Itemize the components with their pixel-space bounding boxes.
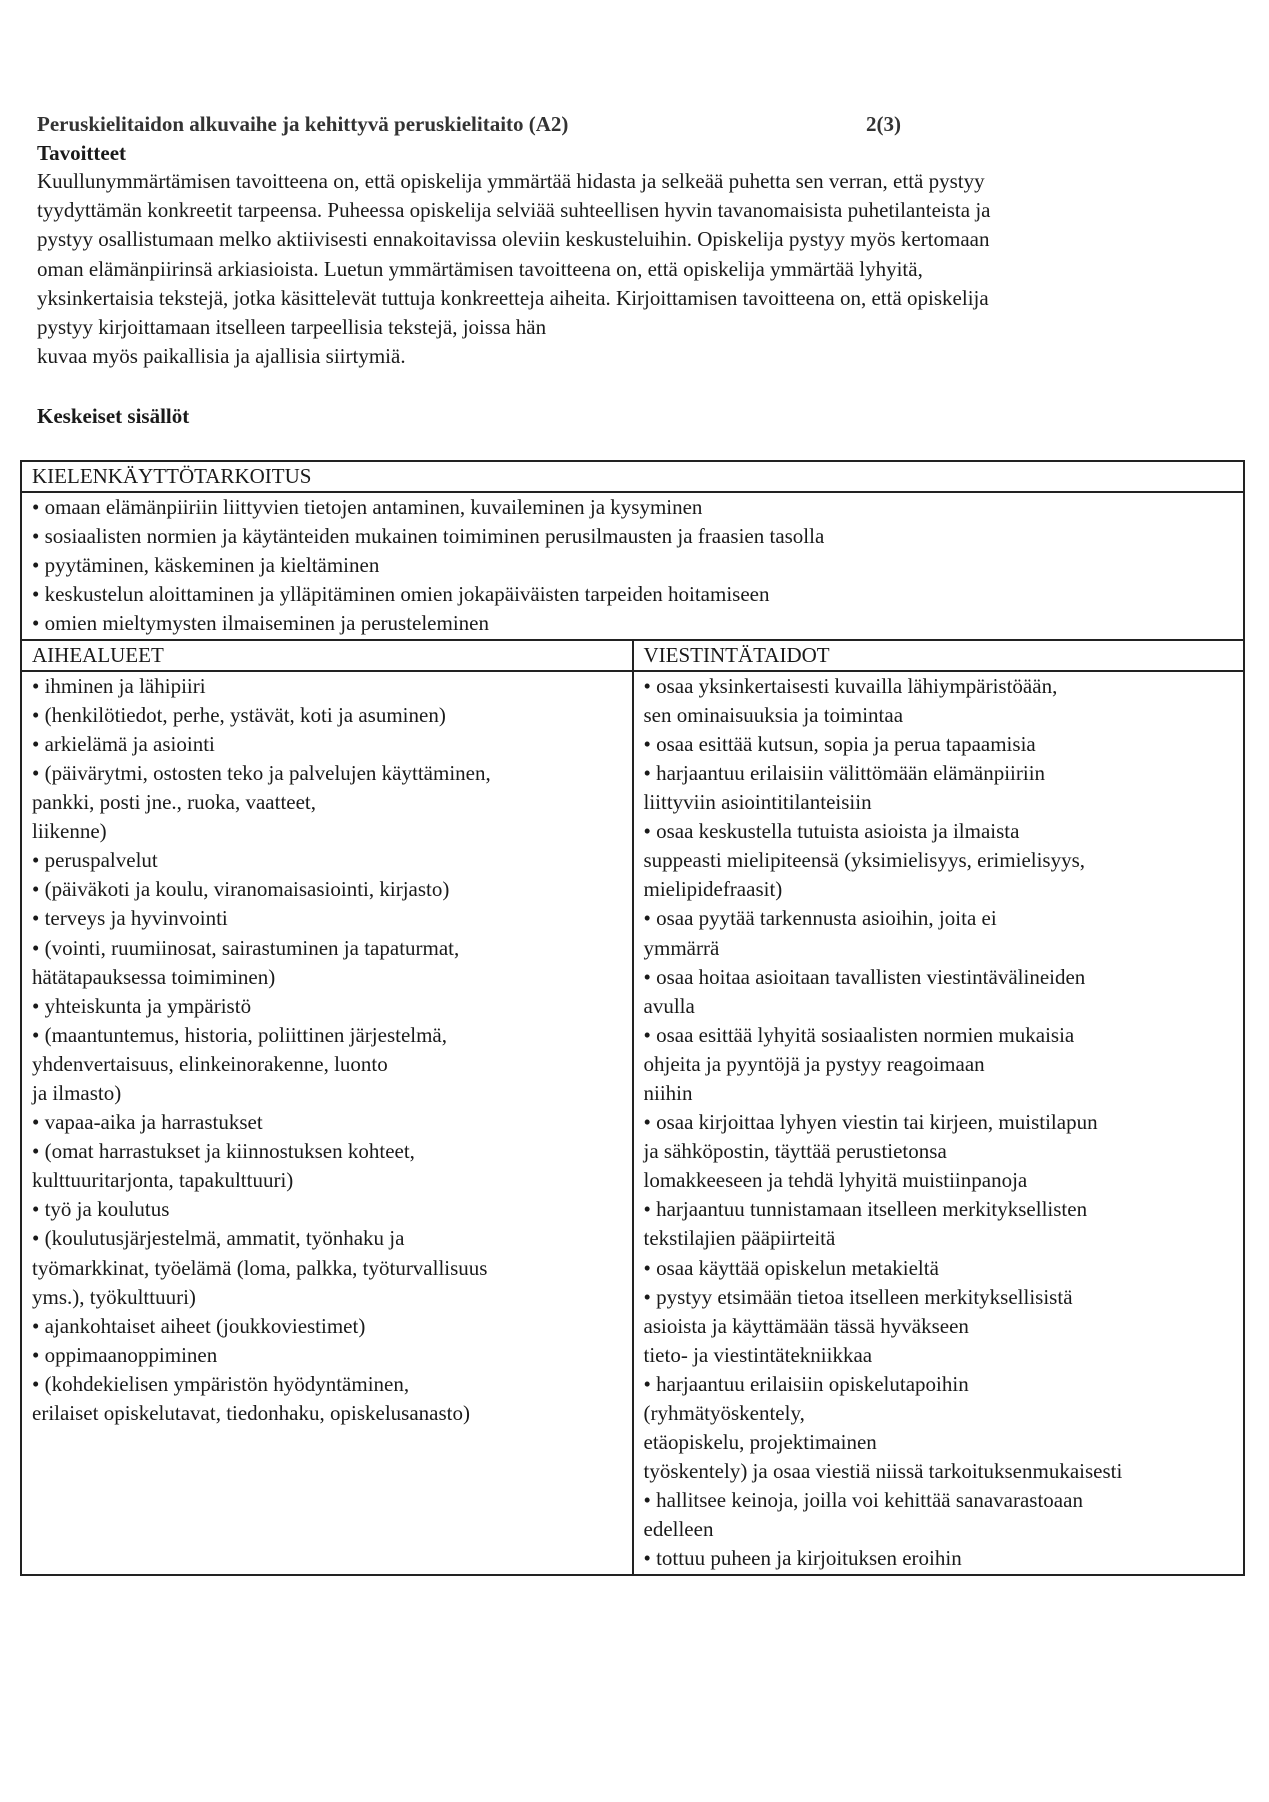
topics-line: • työ ja koulutus xyxy=(32,1197,170,1222)
topics-line: • (päiväkoti ja koulu, viranomaisasiointi, kirjasto) xyxy=(32,877,450,902)
purpose-item: • pyytäminen, käskeminen ja kieltäminen xyxy=(32,553,380,578)
topics-line: • ajankohtaiset aiheet (joukkoviestimet) xyxy=(32,1313,366,1338)
skills-line: suppeasti mielipiteensä (yksimielisyys, erimielisyys, xyxy=(643,848,1086,873)
topics-line: • arkielämä ja asiointi xyxy=(32,731,215,756)
skills-line: • osaa esittää kutsun, sopia ja perua tapaamisia xyxy=(643,731,1036,756)
purpose-heading-cell xyxy=(21,461,1244,492)
skills-line: • harjaantuu erilaisiin opiskelutapoihin xyxy=(643,1371,969,1396)
skills-line: liittyviin asiointitilanteisiin xyxy=(643,790,872,815)
topics-line: erilaiset opiskelutavat, tiedonhaku, opiskelusanasto) xyxy=(32,1401,470,1425)
topics-heading: AIHEALUEET xyxy=(32,642,164,667)
purpose-item: • sosiaalisten normien ja käytänteiden mukainen toimiminen perusilmausten ja fraasien tasolla xyxy=(32,524,825,549)
skills-line: ymmärrä xyxy=(643,935,720,960)
skills-line: • osaa pyytää tarkennusta asioihin, joita ei xyxy=(643,906,997,931)
goals-line: Kuullunymmärtämisen tavoitteena on, että opiskelija ymmärtää hidasta ja selkeää puhetta sen verran, että pystyy xyxy=(37,169,985,193)
topics-line: • yhteiskunta ja ympäristö xyxy=(32,993,252,1018)
content-heading: Keskeiset sisällöt xyxy=(37,404,190,428)
goals-line: pystyy kirjoittamaan itselleen tarpeellisia tekstejä, joissa hän xyxy=(37,315,547,340)
topics-line: liikenne) xyxy=(32,819,107,844)
purpose-heading: KIELENKÄYTTÖTARKOITUS xyxy=(32,464,312,488)
skills-line: asioista ja käyttämään tässä hyväkseen xyxy=(643,1313,969,1338)
topics-line: • (henkilötiedot, perhe, ystävät, koti ja asuminen) xyxy=(32,702,446,727)
skills-line: • harjaantuu tunnistamaan itselleen merkityksellisten xyxy=(643,1197,1088,1222)
skills-list-cell xyxy=(633,671,1245,1575)
goals-line: kuvaa myös paikallisia ja ajallisia siirtymiä. xyxy=(37,344,406,369)
skills-line: • osaa hoitaa asioitaan tavallisten viestintävälineiden xyxy=(643,964,1086,989)
topics-list-cell xyxy=(21,671,633,1575)
skills-line: • osaa esittää lyhyitä sosiaalisten normien mukaisia xyxy=(643,1022,1075,1047)
goals-heading: Tavoitteet xyxy=(37,141,127,165)
purpose-item: • omien mieltymysten ilmaiseminen ja perusteleminen xyxy=(32,611,489,636)
purpose-items-cell xyxy=(21,492,1244,639)
goals-line: oman elämänpiirinsä arkiasioista. Luetun ymmärtämisen tavoitteena on, että opiskelija ymmärtää lyhyitä, xyxy=(37,256,923,281)
skills-line: • osaa keskustella tutuista asioista ja ilmaista xyxy=(643,819,1020,844)
topics-line: yhdenvertaisuus, elinkeinorakenne, luonto xyxy=(32,1051,388,1076)
skills-line: lomakkeeseen ja tehdä lyhyitä muistiinpanoja xyxy=(643,1168,1028,1193)
topics-line: pankki, posti jne., ruoka, vaatteet, xyxy=(32,790,317,815)
skills-line: • tottuu puheen ja kirjoituksen eroihin xyxy=(643,1546,962,1571)
skills-line: niihin xyxy=(643,1080,693,1105)
skills-line: tekstilajien pääpiirteitä xyxy=(643,1226,836,1251)
goals-paragraph xyxy=(37,167,1237,371)
skills-heading: VIESTINTÄTAIDOT xyxy=(643,642,830,667)
skills-line: sen ominaisuuksia ja toimintaa xyxy=(643,702,904,727)
goals-line: pystyy osallistumaan melko aktiivisesti ennakoitavissa oleviin keskusteluihin. Opiskelija pystyy myös kertomaan xyxy=(37,227,990,252)
topics-line: • terveys ja hyvinvointi xyxy=(32,906,228,931)
goals-line: yksinkertaisia tekstejä, jotka käsittelevät tuttuja konkreetteja aiheita. Kirjoittamisen tavoitteena on, että opiskelija xyxy=(37,285,989,310)
purpose-item: • omaan elämänpiiriin liittyvien tietojen antaminen, kuvaileminen ja kysyminen xyxy=(32,495,703,520)
topics-line: ja ilmasto) xyxy=(32,1080,122,1105)
topics-heading-cell xyxy=(21,640,633,671)
skills-line: ohjeita ja pyyntöjä ja pystyy reagoimaan xyxy=(643,1051,985,1076)
skills-line: • osaa yksinkertaisesti kuvailla lähiympäristöään, xyxy=(643,673,1058,698)
skills-line: avulla xyxy=(643,993,695,1018)
topics-line: • oppimaanoppiminen xyxy=(32,1342,218,1367)
topics-line: • (maantuntemus, historia, poliittinen järjestelmä, xyxy=(32,1022,448,1047)
skills-line: (ryhmätyöskentely, xyxy=(643,1401,805,1425)
skills-line: • osaa kirjoittaa lyhyen viestin tai kirjeen, muistilapun xyxy=(643,1110,1098,1135)
skills-line: ja sähköpostin, täyttää perustietonsa xyxy=(643,1139,947,1164)
topics-line: • ihminen ja lähipiiri xyxy=(32,673,206,698)
topics-line: • (omat harrastukset ja kiinnostuksen kohteet, xyxy=(32,1139,415,1164)
purpose-item: • keskustelun aloittaminen ja ylläpitäminen omien jokapäiväisten tarpeiden hoitamiseen xyxy=(32,582,770,607)
skills-line: • pystyy etsimään tietoa itselleen merkityksellisistä xyxy=(643,1284,1073,1309)
skills-line: mielipidefraasit) xyxy=(643,877,783,902)
topics-line: • (koulutusjärjestelmä, ammatit, työnhaku ja xyxy=(32,1226,405,1251)
document-header-title: Peruskielitaidon alkuvaihe ja kehittyvä peruskielitaito (A2) xyxy=(37,112,569,136)
skills-line: etäopiskelu, projektimainen xyxy=(643,1430,877,1455)
skills-line: työskentely) ja osaa viestiä niissä tarkoituksenmukaisesti xyxy=(643,1459,1123,1484)
skills-line: tieto- ja viestintätekniikkaa xyxy=(643,1342,873,1367)
topics-line: kulttuuritarjonta, tapakulttuuri) xyxy=(32,1168,294,1193)
skills-line: • osaa käyttää opiskelun metakieltä xyxy=(643,1255,939,1280)
topics-line: • (kohdekielisen ympäristön hyödyntäminen, xyxy=(32,1371,410,1396)
topics-line: hätätapauksessa toimiminen) xyxy=(32,964,276,989)
goals-line: tyydyttämän konkreetit tarpeensa. Puheessa opiskelija selviää suhteellisen hyvin tavanomaisista puhetilanteista ja xyxy=(37,198,991,223)
skills-line: • hallitsee keinoja, joilla voi kehittää sanavarastoaan xyxy=(643,1488,1083,1513)
topics-line: työmarkkinat, työelämä (loma, palkka, työturvallisuus xyxy=(32,1255,488,1280)
topics-line: • vapaa-aika ja harrastukset xyxy=(32,1110,263,1135)
page-number: 2(3) xyxy=(866,112,901,136)
topics-line: • peruspalvelut xyxy=(32,848,158,873)
skills-line: edelleen xyxy=(643,1517,714,1542)
topics-line: • (päivärytmi, ostosten teko ja palvelujen käyttäminen, xyxy=(32,760,491,785)
topics-line: • (vointi, ruumiinosat, sairastuminen ja tapaturmat, xyxy=(32,935,460,960)
topics-line: yms.), työkulttuuri) xyxy=(32,1284,196,1309)
skills-line: • harjaantuu erilaisiin välittömään elämänpiiriin xyxy=(643,760,1046,785)
skills-heading-cell xyxy=(633,640,1245,671)
content-table xyxy=(20,460,1245,1576)
